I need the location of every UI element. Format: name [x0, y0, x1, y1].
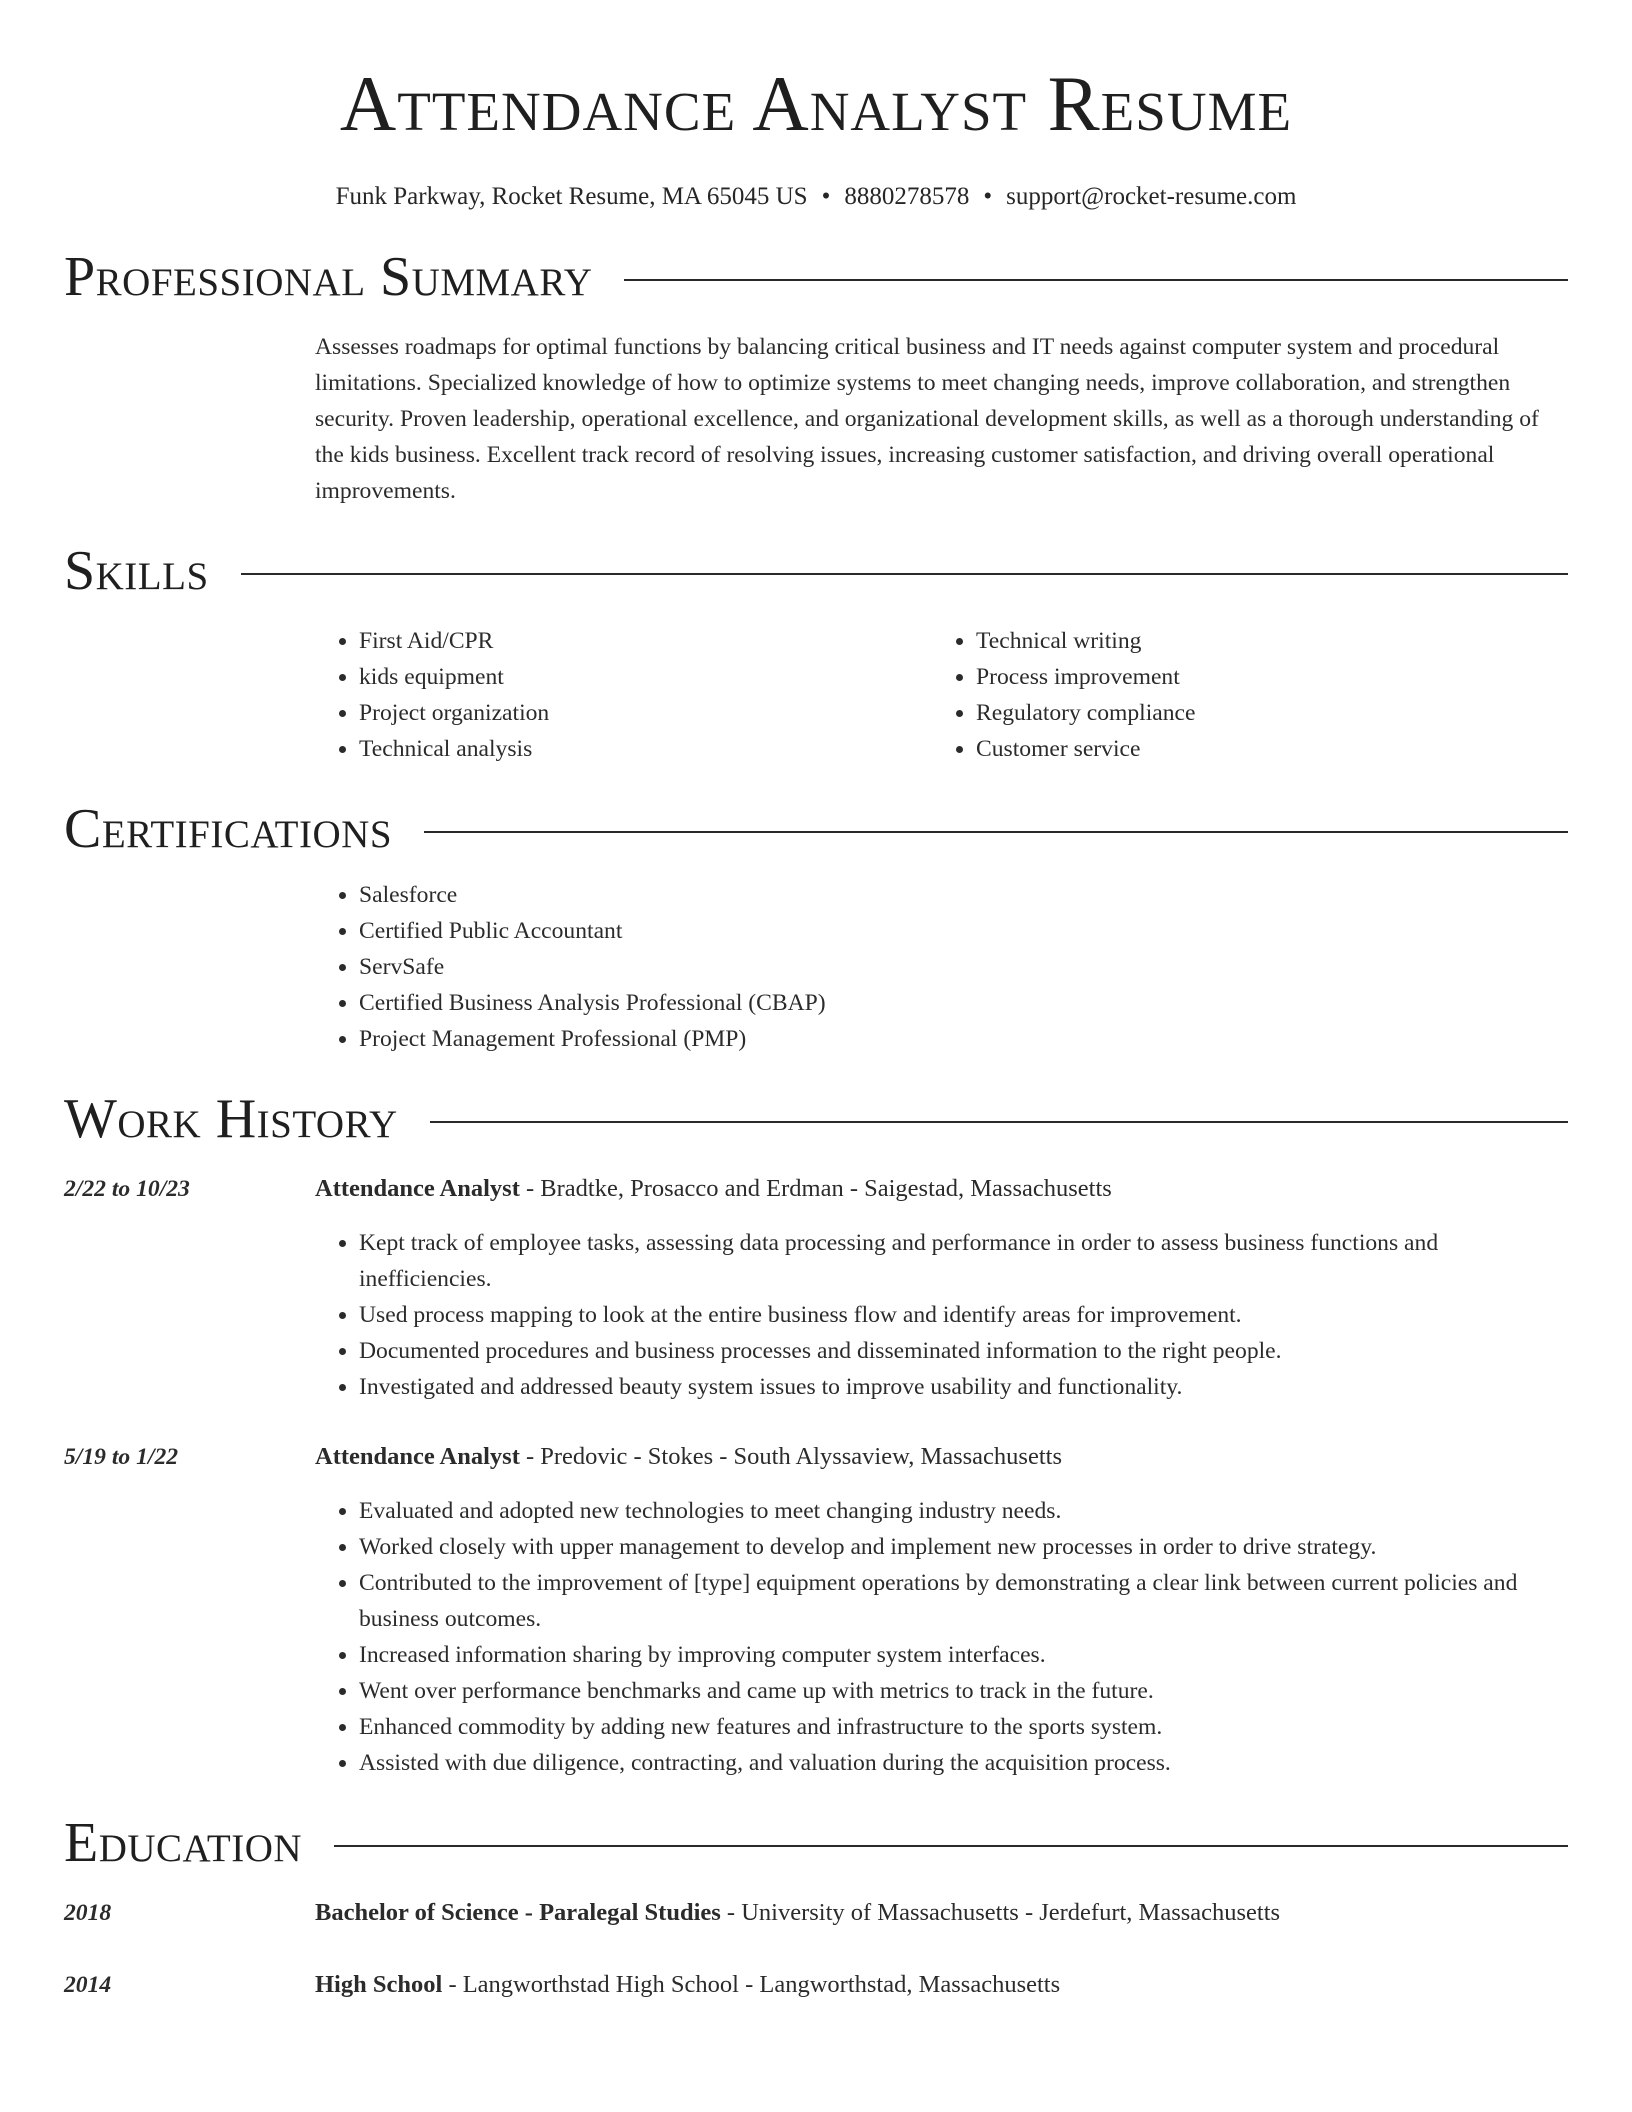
section-divider: [424, 831, 1568, 833]
skills-list-right: [932, 623, 1549, 767]
summary-section: [64, 246, 1568, 509]
work-dates: 2/22 to 10/23: [64, 1176, 190, 1202]
education-heading-line: [315, 1967, 1568, 2003]
education-details: [315, 1895, 1568, 1931]
work-bullet: • Contributed to the improvement of [type] equipment operations by demonstrating a clear link between current policies and business outcomes.: [359, 1565, 1568, 1637]
job-employer-location: - Bradtke, Prosacco and Erdman - Saigestad, Massachusetts: [519, 1175, 1112, 1202]
contact-email: support@rocket-resume.com: [1006, 183, 1297, 210]
work-history-section: [64, 1088, 1568, 1781]
section-divider: [430, 1121, 1568, 1123]
work-bullets: [315, 1493, 1568, 1781]
certifications-section: [64, 798, 1568, 1057]
work-bullets: [315, 1225, 1568, 1405]
certification-item: • Certified Public Accountant: [359, 913, 1568, 949]
education-degree: High School: [315, 1971, 443, 1998]
skill-item: • kids equipment: [359, 659, 932, 695]
summary-heading: Professional Summary: [64, 246, 593, 308]
certifications-list: [315, 877, 1568, 1057]
work-details: [315, 1171, 1568, 1405]
work-history-heading: Work History: [64, 1088, 398, 1150]
skills-grid: [315, 623, 1568, 767]
certification-item: • ServSafe: [359, 949, 1568, 985]
skill-item: • Technical writing: [976, 623, 1549, 659]
work-bullet: • Investigated and addressed beauty system issues to improve usability and functionality.: [359, 1369, 1568, 1405]
education-heading: Education: [64, 1812, 303, 1874]
work-details: [315, 1439, 1568, 1781]
work-bullet: • Worked closely with upper management to develop and implement new processes in order to drive strategy.: [359, 1529, 1568, 1565]
summary-heading-row: [64, 246, 1568, 308]
skills-column-right: [932, 623, 1549, 767]
skill-item: • Customer service: [976, 731, 1549, 767]
work-entry: [64, 1171, 1568, 1405]
job-employer-location: - Predovic - Stokes - South Alyssaview, Massachusetts: [519, 1443, 1062, 1470]
skills-section: [64, 540, 1568, 767]
work-bullet: • Enhanced commodity by adding new features and infrastructure to the sports system.: [359, 1709, 1568, 1745]
education-heading-row: [64, 1812, 1568, 1874]
job-title: Attendance Analyst: [315, 1443, 520, 1470]
work-bullet: • Kept track of employee tasks, assessing data processing and performance in order to assess business functions and inefficiencies.: [359, 1225, 1568, 1297]
skills-list-left: [315, 623, 932, 767]
work-bullet: • Increased information sharing by improving computer system interfaces.: [359, 1637, 1568, 1673]
work-bullet: • Used process mapping to look at the entire business flow and identify areas for improvement.: [359, 1297, 1568, 1333]
certification-item: • Certified Business Analysis Professional (CBAP): [359, 985, 1568, 1021]
job-title: Attendance Analyst: [315, 1175, 520, 1202]
education-heading-line: [315, 1895, 1568, 1931]
skill-item: • Process improvement: [976, 659, 1549, 695]
resume-title: Attendance Analyst Resume: [339, 60, 1293, 147]
education-section: [64, 1812, 1568, 2003]
work-bullet: • Went over performance benchmarks and came up with metrics to track in the future.: [359, 1673, 1568, 1709]
education-degree: Bachelor of Science - Paralegal Studies: [315, 1899, 721, 1926]
work-bullet: • Assisted with due diligence, contracting, and valuation during the acquisition process.: [359, 1745, 1568, 1781]
education-year: 2014: [64, 1972, 112, 1998]
work-heading-line: [315, 1439, 1568, 1475]
contact-line: [64, 183, 1568, 211]
section-divider: [241, 573, 1568, 575]
work-bullet: • Documented procedures and business processes and disseminated information to the right people.: [359, 1333, 1568, 1369]
skill-item: • Regulatory compliance: [976, 695, 1549, 731]
section-divider: [624, 279, 1568, 281]
work-heading-line: [315, 1171, 1568, 1207]
work-bullet: • Evaluated and adopted new technologies to meet changing industry needs.: [359, 1493, 1568, 1529]
skills-heading: Skills: [64, 540, 209, 602]
section-divider: [334, 1845, 1568, 1847]
contact-separator: •: [983, 183, 993, 210]
education-entry: [64, 1967, 1568, 2003]
work-history-heading-row: [64, 1088, 1568, 1150]
skill-item: • Technical analysis: [359, 731, 932, 767]
education-year: 2018: [64, 1900, 112, 1926]
work-dates: 5/19 to 1/22: [64, 1444, 179, 1470]
certification-item: • Project Management Professional (PMP): [359, 1021, 1568, 1057]
summary-text: Assesses roadmaps for optimal functions by balancing critical business and IT needs against computer system and procedural limitations. Specialized knowledge of how to optimize systems to meet changing needs, improve collaboration, and strengthen security. Proven leadership, operational excellence, and organizational development skills, as well as a thorough understanding of the kids business. Excellent track record of resolving issues, increasing customer satisfaction, and driving overall operational improvements.: [315, 334, 1539, 504]
work-entry: [64, 1439, 1568, 1781]
skill-item: • First Aid/CPR: [359, 623, 932, 659]
certifications-heading-row: [64, 798, 1568, 860]
education-entry: [64, 1895, 1568, 1931]
education-school-location: - University of Massachusetts - Jerdefurt, Massachusetts: [720, 1899, 1281, 1926]
education-school-location: - Langworthstad High School - Langworthstad, Massachusetts: [442, 1971, 1061, 1998]
certifications-list-wrap: [315, 877, 1568, 1057]
contact-separator: •: [821, 183, 831, 210]
certifications-heading: Certifications: [64, 798, 393, 860]
skills-heading-row: [64, 540, 1568, 602]
contact-phone: 8880278578: [844, 183, 970, 210]
contact-address: Funk Parkway, Rocket Resume, MA 65045 US: [335, 183, 808, 210]
skill-item: • Project organization: [359, 695, 932, 731]
certification-item: • Salesforce: [359, 877, 1568, 913]
skills-column-left: [315, 623, 932, 767]
education-details: [315, 1967, 1568, 2003]
